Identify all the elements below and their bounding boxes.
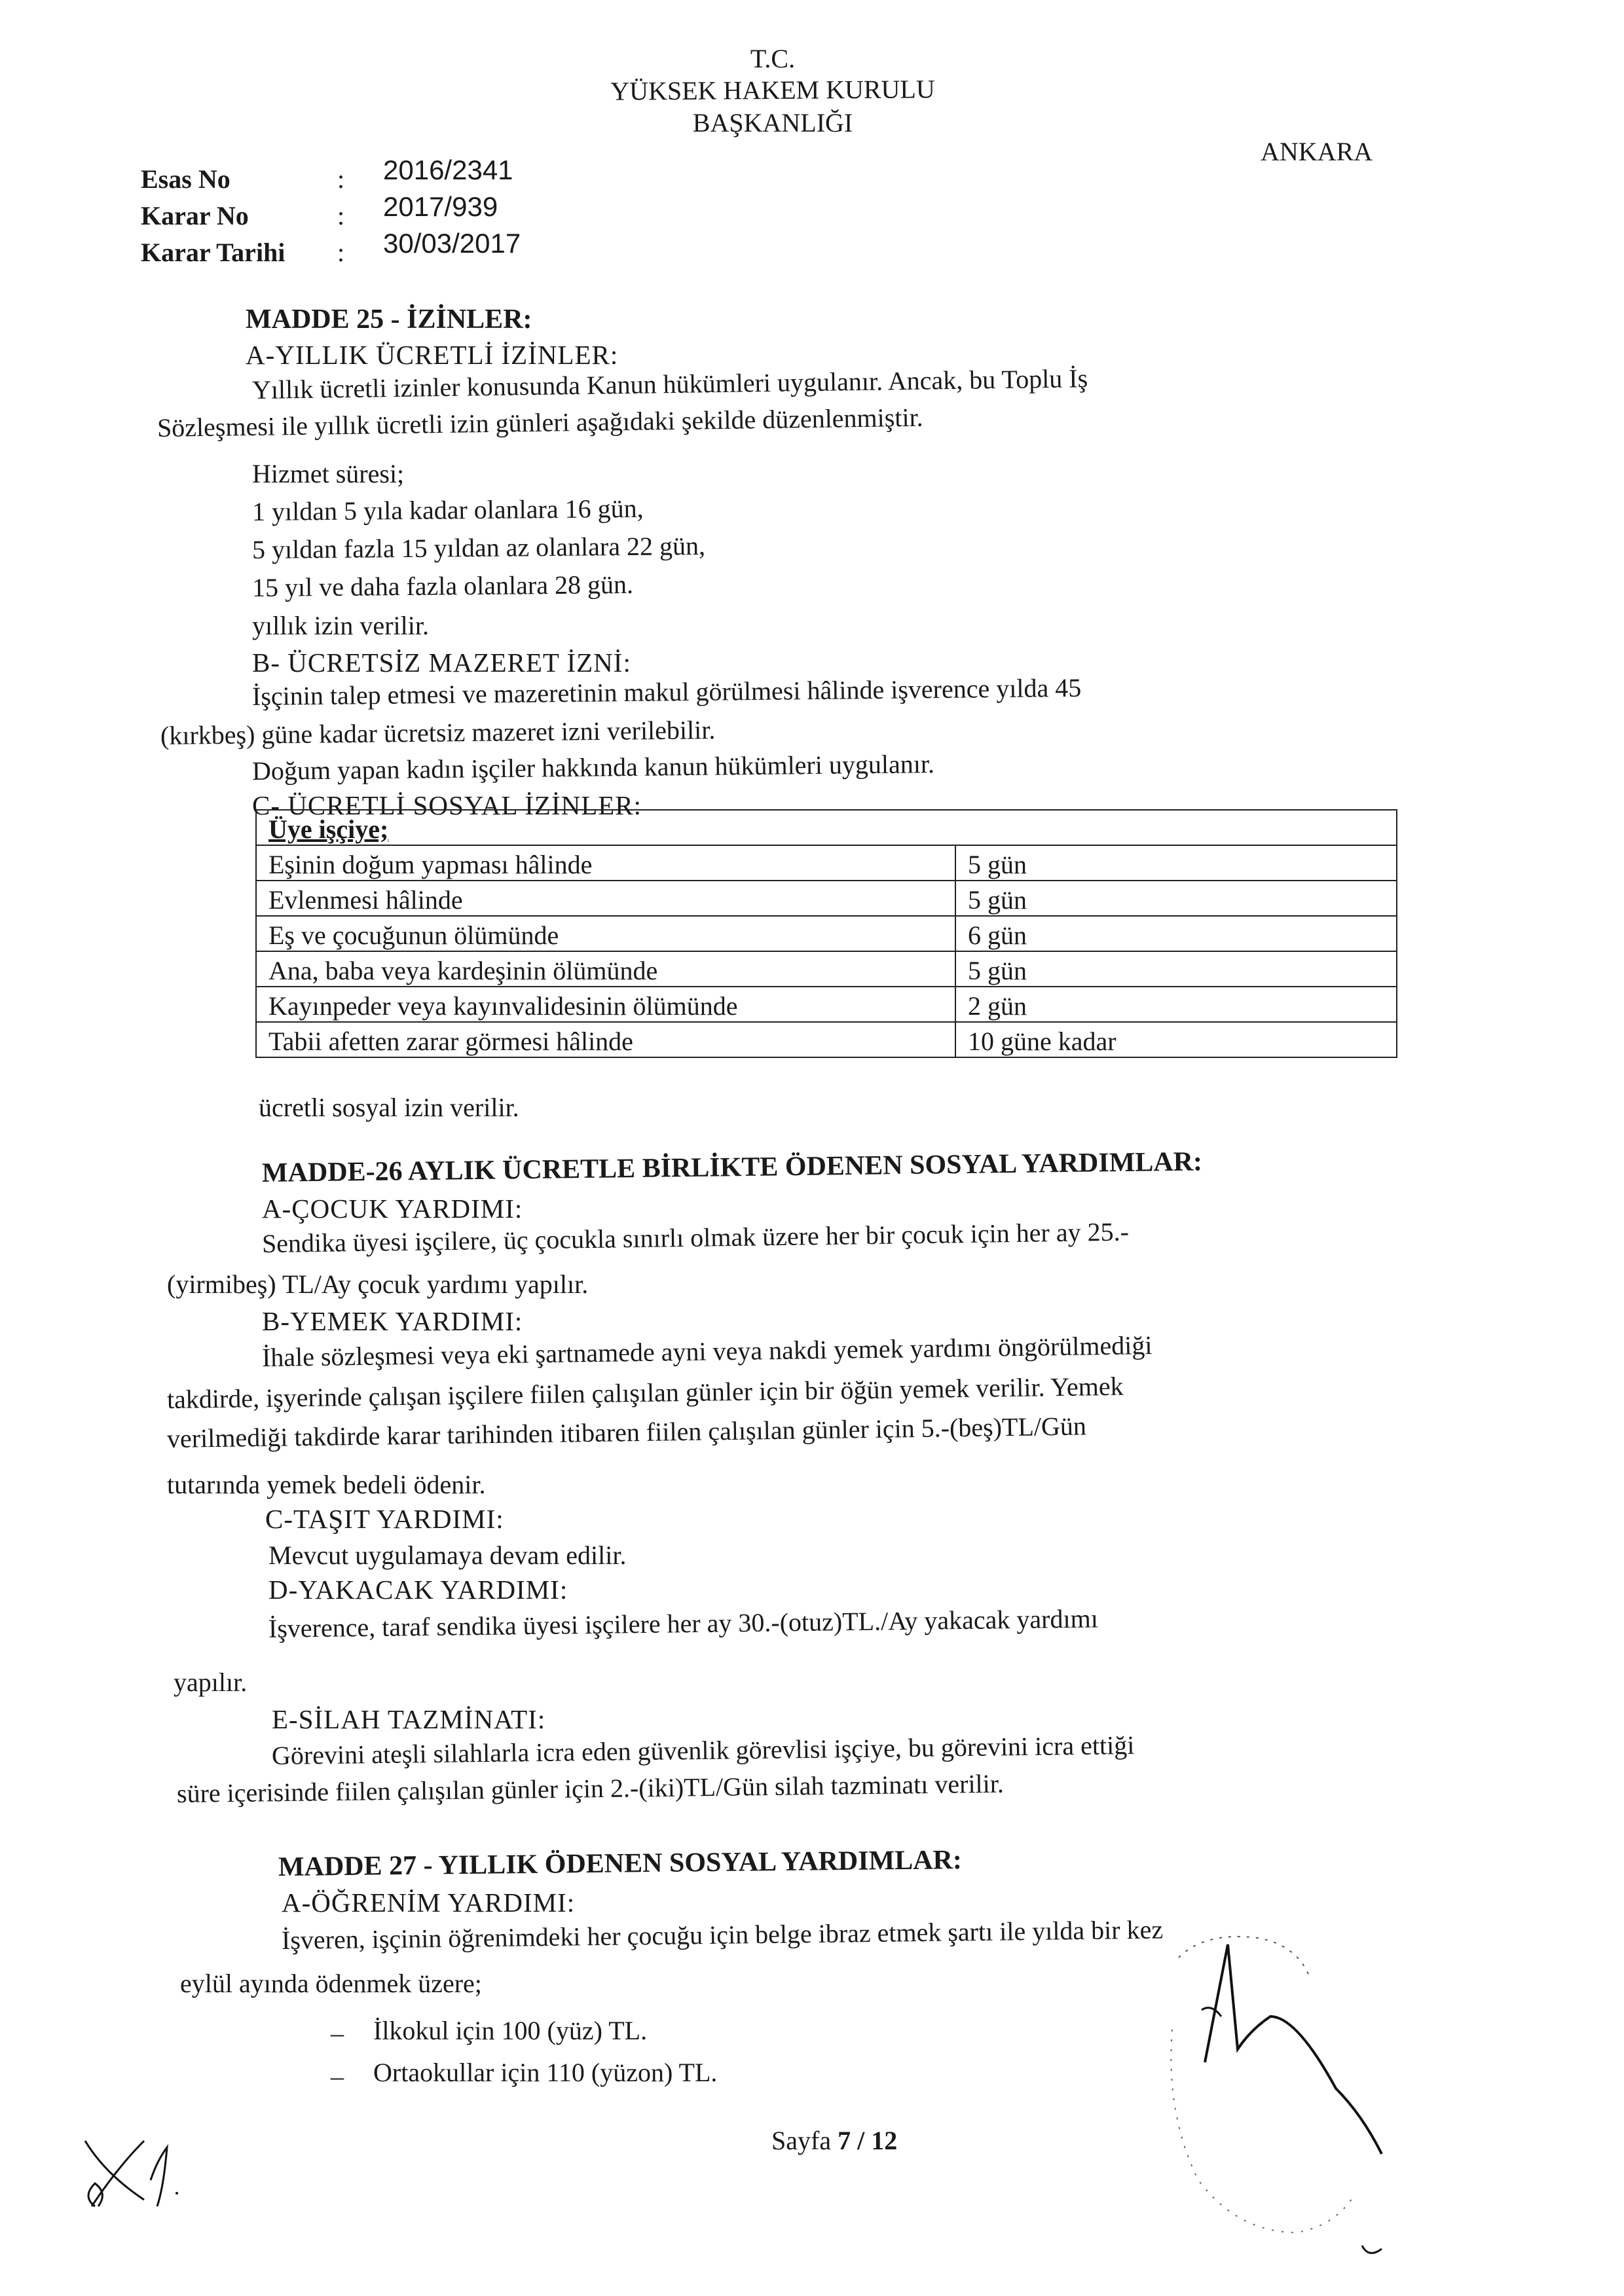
header-city: ANKARA: [1261, 137, 1373, 166]
table-cell-days: 10 güne kadar: [955, 1022, 1397, 1057]
article-26-e-title: E-SİLAH TAZMİNATI:: [272, 1704, 546, 1734]
article-25-b-text-2: (kırkbeş) güne kadar ücretsiz mazeret izni verilebilir.: [160, 715, 716, 750]
article-25-b-text-1: İşçinin talep etmesi ve mazeretinin makul görülmesi hâlinde işverence yılda 45: [251, 672, 1082, 711]
article-26-e-text-2: süre içerisinde fiilen çalışılan günler için 2.-(iki)TL/Gün silah tazminatı verilir.: [176, 1768, 1005, 1808]
page-number: 7 / 12: [838, 2126, 898, 2155]
list-item: Ortaokullar için 110 (yüzon) TL.: [373, 2058, 718, 2087]
table-cell-event: Ana, baba veya kardeşinin ölümünde: [256, 951, 955, 987]
table-row: [256, 987, 1397, 1022]
article-26-c-title: C-TAŞIT YARDIMI:: [265, 1504, 504, 1534]
table-header-cell: Üye işçiye;: [256, 810, 1397, 845]
article-27-a-text-2: eylül ayında ödenmek üzere;: [180, 1969, 482, 1998]
table-header-row: [256, 810, 1397, 845]
meta-label-karar: Karar No: [141, 201, 249, 230]
article-26-d-title: D-YAKACAK YARDIMI:: [268, 1575, 568, 1605]
table-cell-event: Eş ve çocuğunun ölümünde: [256, 916, 955, 951]
header-tc: T.C.: [750, 44, 796, 73]
list-item: İlkokul için 100 (yüz) TL.: [373, 2016, 648, 2045]
article-26-a-text-2: (yirmibeş) TL/Ay çocuk yardımı yapılır.: [167, 1269, 589, 1299]
article-27-a-text-1: İşveren, işçinin öğrenimdeki her çocuğu için belge ibraz etmek şartı ile yılda bir kez: [281, 1914, 1164, 1955]
table-cell-days: 6 gün: [955, 916, 1397, 951]
article-26-b-text-3: verilmediği takdirde karar tarihinden itibaren fiilen çalışılan günler için 5.-(beş)TL/Gün: [166, 1411, 1087, 1453]
page-label: Sayfa: [771, 2126, 832, 2155]
meta-label-tarih: Karar Tarihi: [141, 238, 286, 267]
article-25-c-title: C- ÜCRETLİ SOSYAL İZİNLER:: [252, 790, 642, 820]
table-row: [256, 951, 1397, 987]
table-cell-event: Eşinin doğum yapması hâlinde: [256, 845, 955, 881]
table-cell-days: 5 gün: [955, 845, 1397, 881]
article-26-b-text-4: tutarında yemek bedeli ödenir.: [167, 1470, 486, 1499]
article-25-b-text-3: Doğum yapan kadın işçiler hakkında kanun hükümleri uygulanır.: [251, 749, 935, 786]
meta-sep-tarih: :: [337, 238, 345, 267]
article-27-title: MADDE 27 - YILLIK ÖDENEN SOSYAL YARDIMLAR:: [278, 1845, 963, 1882]
header-presidency: BAŞKANLIĞI: [692, 108, 853, 137]
signature-mark: [1166, 1918, 1414, 2272]
table-cell-event: Evlenmesi hâlinde: [256, 881, 955, 916]
article-25-c-after: ücretli sosyal izin verilir.: [259, 1093, 519, 1122]
article-27-a-title: A-ÖĞRENİM YARDIMI:: [282, 1887, 576, 1918]
table-cell-event: Tabii afetten zarar görmesi hâlinde: [256, 1022, 955, 1057]
header-institution: YÜKSEK HAKEM KURULU: [610, 74, 935, 106]
table-row: [256, 881, 1397, 916]
article-25-a-text-1: Yıllık ücretli izinler konusunda Kanun hükümleri uygulanır. Ancak, bu Toplu İş: [251, 363, 1088, 405]
meta-value-karar: 2017/939: [383, 191, 498, 222]
article-25-hizmet: Hizmet süresi;: [252, 459, 405, 488]
meta-sep-esas: :: [337, 164, 345, 194]
article-25-a-item-2: 5 yıldan fazla 15 yıldan az olanlara 22 gün,: [251, 530, 706, 564]
article-25-title: MADDE 25 - İZİNLER:: [246, 304, 532, 335]
article-25-b-title: B- ÜCRETSİZ MAZERET İZNİ:: [252, 647, 631, 678]
table-cell-days: 2 gün: [955, 987, 1397, 1022]
article-26-a-title: A-ÇOCUK YARDIMI:: [262, 1194, 523, 1224]
meta-value-esas: 2016/2341: [383, 155, 513, 185]
article-25-a-text-2: Sözleşmesi ile yıllık ücretli izin günleri aşağıdaki şekilde düzenlenmiştir.: [157, 402, 923, 443]
initial-mark: [65, 2121, 196, 2219]
article-26-a-text-1: Sendika üyesi işçilere, üç çocukla sınırlı olmak üzere her bir çocuk için her ay 25.-: [261, 1216, 1130, 1258]
meta-value-tarih: 30/03/2017: [383, 228, 521, 259]
table-cell-days: 5 gün: [955, 951, 1397, 987]
table-row: [256, 1022, 1397, 1057]
table-cell-days: 5 gün: [955, 881, 1397, 916]
article-25-a-item-4: yıllık izin verilir.: [252, 611, 429, 640]
article-26-d-text-1: İşverence, taraf sendika üyesi işçilere her ay 30.-(otuz)TL./Ay yakacak yardımı: [268, 1603, 1099, 1643]
table-row: [256, 845, 1397, 881]
article-26-c-text: Mevcut uygulamaya devam edilir.: [268, 1540, 627, 1570]
article-25-a-item-1: 1 yıldan 5 yıla kadar olanlara 16 gün,: [251, 493, 644, 526]
table-cell-event: Kayınpeder veya kayınvalidesinin ölümünde: [256, 987, 955, 1022]
article-26-e-text-1: Görevini ateşli silahlarla icra eden güvenlik görevlisi işçiye, bu görevini icra ettiği: [271, 1730, 1135, 1770]
list-dash: –: [331, 2062, 344, 2091]
article-26-title: MADDE-26 AYLIK ÜCRETLE BİRLİKTE ÖDENEN SOSYAL YARDIMLAR:: [261, 1146, 1203, 1188]
article-26-d-text-2: yapılır.: [174, 1667, 248, 1697]
meta-label-esas: Esas No: [141, 164, 231, 194]
meta-sep-karar: :: [337, 201, 345, 230]
article-25-a-item-3: 15 yıl ve daha fazla olanlara 28 gün.: [251, 569, 634, 602]
article-26-b-text-1: İhale sözleşmesi veya eki şartnamede ayni veya nakdi yemek yardımı öngörülmediği: [261, 1330, 1153, 1372]
page-footer: [771, 2125, 897, 2156]
article-25-a-title: A-YILLIK ÜCRETLİ İZİNLER:: [246, 340, 619, 370]
article-26-b-title: B-YEMEK YARDIMI:: [262, 1306, 523, 1336]
list-dash: –: [331, 2018, 344, 2048]
social-leave-table: [255, 809, 1397, 1058]
article-26-b-text-2: takdirde, işyerinde çalışan işçilere fiilen çalışılan günler için bir öğün yemek verilir. Yemek: [166, 1371, 1124, 1414]
table-row: [256, 916, 1397, 951]
